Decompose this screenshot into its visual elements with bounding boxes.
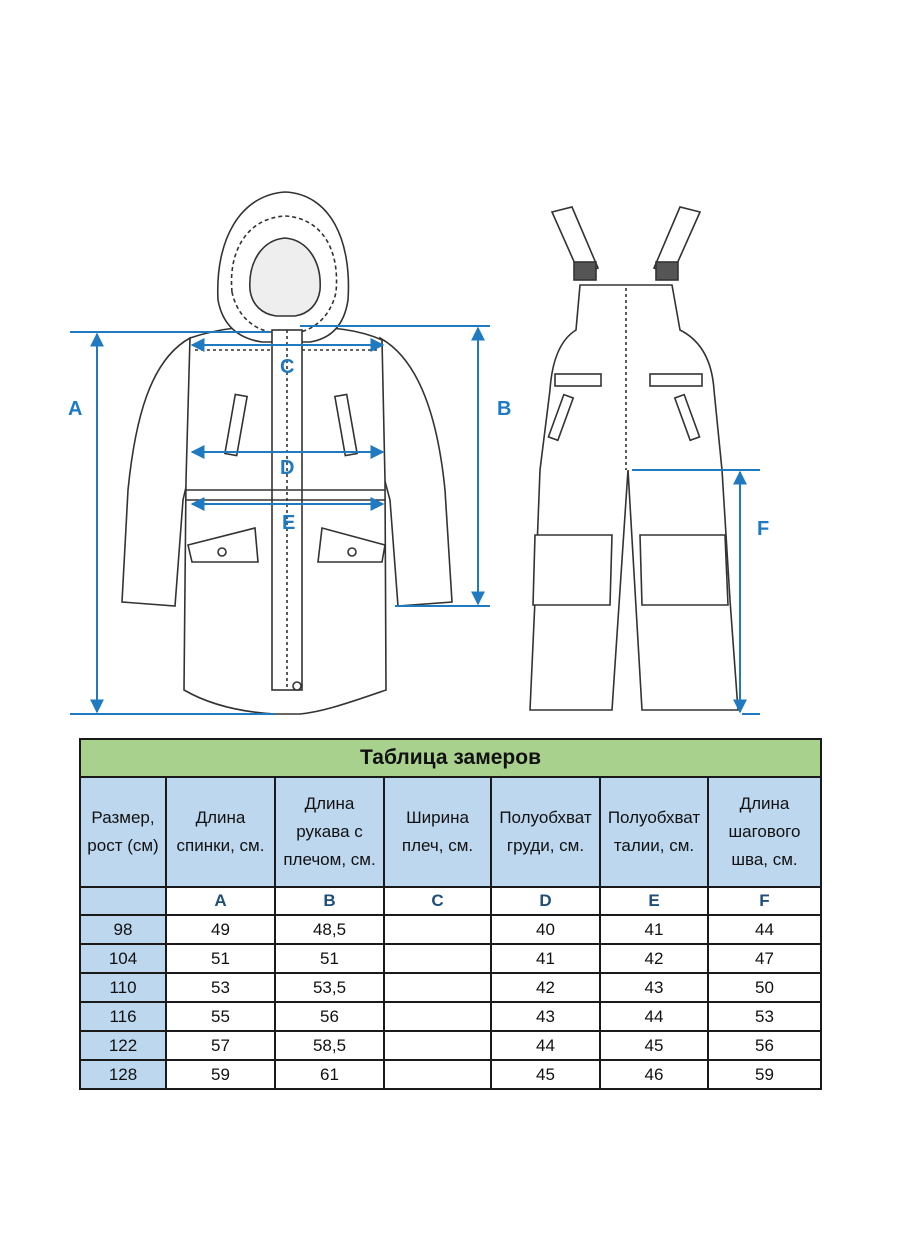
table-cell: 40 — [491, 915, 600, 944]
table-cell: 51 — [166, 944, 275, 973]
overalls-left-waist-pocket — [555, 374, 601, 386]
letter-cell — [80, 887, 166, 915]
table-letter-row — [80, 887, 821, 915]
table-cell — [384, 1031, 491, 1060]
table-row — [80, 1060, 821, 1089]
label-e: E — [282, 512, 296, 534]
label-b: B — [497, 398, 512, 420]
overalls-body — [530, 285, 738, 710]
table-cell — [384, 973, 491, 1002]
table-cell: 56 — [275, 1002, 384, 1031]
header-half-chest: Полуобхват груди, см. — [491, 777, 600, 887]
table-cell: 53,5 — [275, 973, 384, 1002]
table-cell: 57 — [166, 1031, 275, 1060]
overalls-drawing — [530, 207, 738, 710]
table-cell: 48,5 — [275, 915, 384, 944]
header-size: Размер, рост (см) — [80, 777, 166, 887]
letter-cell: F — [708, 887, 821, 915]
table-cell: 49 — [166, 915, 275, 944]
letter-cell: A — [166, 887, 275, 915]
letter-cell: E — [600, 887, 708, 915]
header-sleeve-length: Длина рукава с плечом, см. — [275, 777, 384, 887]
table-row — [80, 973, 821, 1002]
table-cell: 45 — [600, 1031, 708, 1060]
table-cell: 45 — [491, 1060, 600, 1089]
table-cell: 44 — [708, 915, 821, 944]
table-cell: 44 — [600, 1002, 708, 1031]
table-cell: 53 — [166, 973, 275, 1002]
table-header-row — [80, 777, 821, 887]
table-cell: 61 — [275, 1060, 384, 1089]
size-cell: 128 — [80, 1060, 166, 1089]
table-cell: 46 — [600, 1060, 708, 1089]
label-a: A — [68, 398, 83, 420]
overalls-left-knee-pad — [533, 535, 612, 605]
table-title: Таблица замеров — [80, 739, 821, 777]
table-row — [80, 915, 821, 944]
table-cell: 55 — [166, 1002, 275, 1031]
header-back-length: Длина спинки, см. — [166, 777, 275, 887]
size-cell: 104 — [80, 944, 166, 973]
size-cell: 116 — [80, 1002, 166, 1031]
header-half-waist: Полуобхват талии, см. — [600, 777, 708, 887]
table-cell: 47 — [708, 944, 821, 973]
table-cell: 41 — [491, 944, 600, 973]
table-title-row — [80, 739, 821, 777]
letter-cell: B — [275, 887, 384, 915]
parka-left-sleeve — [122, 338, 190, 606]
letter-cell: C — [384, 887, 491, 915]
label-d: D — [280, 457, 295, 479]
table-cell: 43 — [491, 1002, 600, 1031]
table-cell: 53 — [708, 1002, 821, 1031]
size-cell: 122 — [80, 1031, 166, 1060]
table-cell: 43 — [600, 973, 708, 1002]
table-cell: 50 — [708, 973, 821, 1002]
label-c: C — [280, 356, 295, 378]
table-cell: 44 — [491, 1031, 600, 1060]
size-chart-table — [79, 738, 822, 1090]
table-cell — [384, 915, 491, 944]
table-cell — [384, 1060, 491, 1089]
table-cell: 56 — [708, 1031, 821, 1060]
parka-right-sleeve — [380, 338, 452, 606]
label-f: F — [757, 518, 770, 540]
overalls-right-waist-pocket — [650, 374, 702, 386]
table-cell: 59 — [166, 1060, 275, 1089]
table-cell: 58,5 — [275, 1031, 384, 1060]
table-cell: 41 — [600, 915, 708, 944]
overalls-right-knee-pad — [640, 535, 728, 605]
table-cell: 42 — [491, 973, 600, 1002]
table-cell: 59 — [708, 1060, 821, 1089]
letter-cell: D — [491, 887, 600, 915]
size-cell: 110 — [80, 973, 166, 1002]
table-cell — [384, 944, 491, 973]
table-row — [80, 1002, 821, 1031]
header-shoulder-width: Ширина плеч, см. — [384, 777, 491, 887]
size-cell: 98 — [80, 915, 166, 944]
table-row — [80, 1031, 821, 1060]
table-row — [80, 944, 821, 973]
table-cell — [384, 1002, 491, 1031]
table-cell: 42 — [600, 944, 708, 973]
header-inseam: Длина шагового шва, см. — [708, 777, 821, 887]
table-cell: 51 — [275, 944, 384, 973]
